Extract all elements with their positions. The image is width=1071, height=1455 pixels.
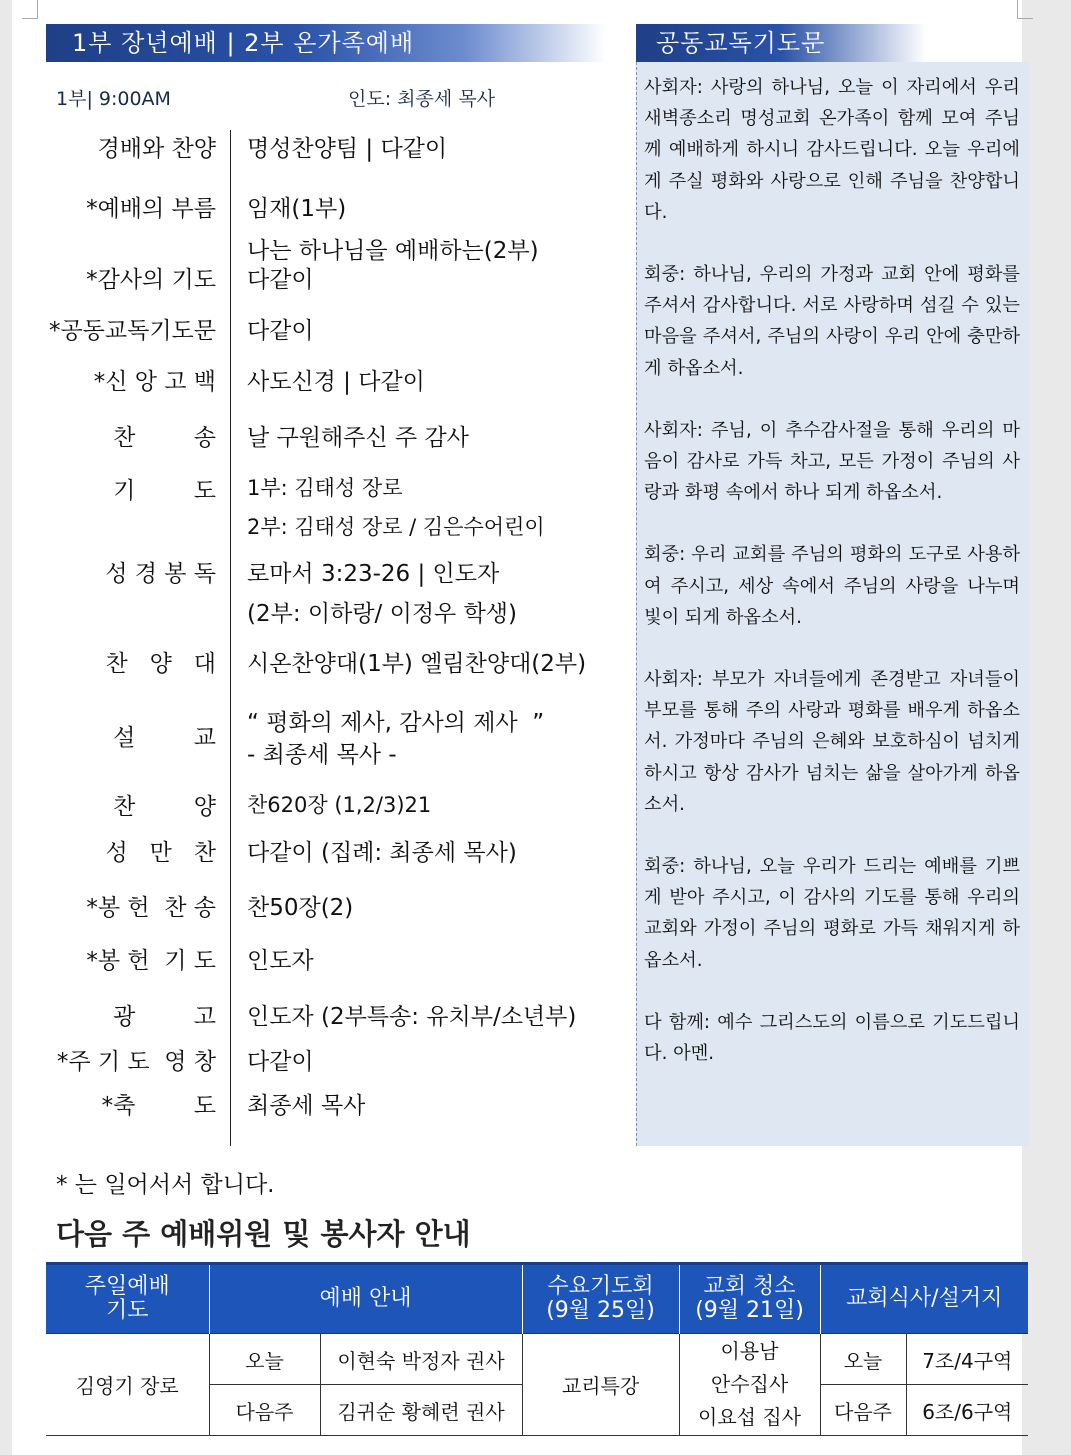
prayer-text	[644, 72, 1020, 1100]
prayer-line: 부모가 자녀들에게 존경받고 자녀들이 부모를 통해 주의 사랑과 평화를 배우게 하옵소서. 가정마다 주님의 은혜와 보호하심이 넘치게 하시고 항상 감사가 넘치는 삶을 살아가게 하옵소서.	[644, 669, 1020, 815]
header-line: 수요기도회	[547, 1274, 654, 1299]
prayer-speaker: 회중:	[644, 544, 686, 566]
meal-when: 다음주	[820, 1385, 906, 1436]
order-label: *신 앙 고 백	[93, 369, 216, 395]
order-label: 설 교	[113, 725, 216, 751]
order-value: 다같이	[247, 318, 314, 344]
meal-group: 6조/6구역	[906, 1385, 1028, 1436]
prayer-paragraph	[644, 539, 1020, 633]
order-label: *공동교독기도문	[48, 318, 216, 344]
worship-order-header: 1부 장년예배 | 2부 온가족예배	[46, 24, 606, 62]
prayer-line: 하나님, 우리의 가정과 교회 안에 평화를 주셔서 감사합니다. 서로 사랑하며 섬길 수 있는 마음을 주셔서, 주님의 사랑이 우리 안에 충만하게 하옵소서.	[644, 264, 1020, 379]
order-label: 성 경 봉 독	[105, 561, 216, 587]
order-value: 인도자	[247, 948, 314, 974]
order-value: 다같이 (집례: 최종세 목사)	[247, 840, 517, 866]
order-label: *봉 헌 찬 송	[86, 895, 216, 921]
meal-group: 7조/4구역	[906, 1334, 1028, 1385]
order-value: 나는 하나님을 예배하는(2부)	[247, 238, 539, 264]
order-label: *주 기 도 영 창	[56, 1049, 216, 1075]
sermon-title: “ 평화의 제사, 감사의 제사 ”	[247, 710, 545, 736]
order-value: 인도자 (2부특송: 유치부/소년부)	[247, 1004, 577, 1030]
cleaning-name: 안수집사	[710, 1372, 789, 1396]
prayer-speaker: 다 함께:	[644, 1011, 711, 1033]
service-leader: 인도: 최종세 목사	[348, 88, 495, 110]
header-worship-guide: 예배 안내	[209, 1264, 522, 1334]
header-meal: 교회식사/설거지	[820, 1264, 1028, 1334]
order-label: 성 만 찬	[105, 840, 216, 866]
header-date: (9월 25일)	[546, 1298, 655, 1323]
order-value: 명성찬양팀 | 다같이	[247, 136, 448, 162]
usher-names: 김귀순 황혜련 권사	[320, 1385, 522, 1436]
prayer-elder: 김영기 장로	[46, 1334, 209, 1436]
header-sunday-prayer: 주일예배 기도	[46, 1264, 209, 1334]
order-label: *감사의 기도	[86, 267, 216, 293]
usher-when: 다음주	[209, 1385, 320, 1436]
volunteer-table	[46, 1262, 1028, 1436]
order-divider	[230, 130, 231, 1146]
prayer-paragraph	[644, 415, 1020, 509]
meal-when: 오늘	[820, 1334, 906, 1385]
order-label: 찬 송	[113, 425, 216, 451]
order-value: 1부: 김태성 장로	[247, 476, 403, 500]
prayer-line: 예수 그리스도의 이름으로 기도드립니다. 아멘.	[644, 1011, 1020, 1065]
crop-mark	[1017, 18, 1033, 19]
prayer-header: 공동교독기도문	[636, 24, 926, 62]
order-label: 찬 양 대	[105, 651, 216, 677]
usher-when: 오늘	[209, 1334, 320, 1385]
sermon-preacher: - 최종세 목사 -	[247, 742, 397, 768]
order-value: 찬620장 (1,2/3)21	[247, 793, 432, 817]
wednesday-program: 교리특강	[522, 1334, 679, 1436]
usher-names: 이현숙 박정자 권사	[320, 1334, 522, 1385]
order-label: *봉 헌 기 도	[86, 948, 216, 974]
prayer-line: 하나님, 오늘 우리가 드리는 예배를 기쁘게 받아 주시고, 이 감사의 기도를 통해 우리의 교회와 가정이 주님의 평화로 가득 채워지게 하옵소서.	[644, 856, 1020, 971]
cleaning-name: 이요섭 집사	[698, 1405, 801, 1429]
prayer-speaker: 회중:	[644, 264, 686, 286]
order-value: 로마서 3:23-26 | 인도자	[247, 561, 500, 587]
order-value: 2부: 김태성 장로 / 김은수어린이	[247, 515, 545, 539]
prayer-paragraph	[644, 72, 1020, 228]
crop-mark	[1017, 0, 1018, 18]
order-label: *축 도	[101, 1093, 216, 1119]
prayer-line: 사랑의 하나님, 오늘 이 자리에서 우리 새벽종소리 명성교회 온가족이 함께 모여 주님께 예배하게 하시니 감사드립니다. 오늘 우리에게 주실 평화와 사랑으로 인해 주님을 찬양합니다.	[644, 77, 1020, 223]
order-label: *예배의 부름	[86, 196, 216, 222]
header-line: 교회 청소	[703, 1274, 796, 1299]
prayer-paragraph	[644, 851, 1020, 976]
order-label: 기 도	[113, 478, 216, 504]
service-time: 1부| 9:00AM	[56, 88, 171, 110]
prayer-speaker: 사회자:	[644, 419, 703, 441]
prayer-speaker: 회중:	[644, 856, 686, 878]
table-row	[46, 1334, 1028, 1385]
order-label: 광 고	[113, 1004, 216, 1030]
prayer-paragraph	[644, 1007, 1020, 1069]
order-value: 날 구원해주신 주 감사	[247, 425, 469, 451]
order-value: 다같이	[247, 1049, 314, 1075]
order-value: 시온찬양대(1부) 엘림찬양대(2부)	[247, 651, 587, 677]
order-value: 찬50장(2)	[247, 895, 354, 921]
order-value: (2부: 이하랑/ 이정우 학생)	[247, 601, 517, 627]
order-value: 최종세 목사	[247, 1093, 366, 1119]
order-value: 사도신경 | 다같이	[247, 369, 425, 395]
header-date: (9월 21일)	[695, 1298, 804, 1323]
order-value: 임재(1부)	[247, 196, 347, 222]
prayer-paragraph	[644, 259, 1020, 384]
order-label: 찬 양	[113, 794, 216, 820]
prayer-line: 우리 교회를 주님의 평화의 도구로 사용하여 주시고, 세상 속에서 주님의 사랑을 나누며 빛이 되게 하옵소서.	[644, 544, 1020, 628]
order-value: 다같이	[247, 267, 314, 293]
crop-mark	[22, 18, 38, 19]
header-cleaning	[679, 1264, 820, 1334]
order-label: 경배와 찬양	[97, 136, 216, 162]
crop-mark	[37, 0, 38, 18]
section-title: 다음 주 예배위원 및 봉사자 안내	[56, 1217, 471, 1251]
prayer-paragraph	[644, 664, 1020, 820]
header-wednesday	[522, 1264, 679, 1334]
cleaning-name: 이용남	[720, 1339, 779, 1363]
prayer-line: 주님, 이 추수감사절을 통해 우리의 마음이 감사로 가득 차고, 모든 가정이 주님의 사랑과 화평 속에서 하나 되게 하옵소서.	[644, 419, 1020, 504]
prayer-speaker: 사회자:	[644, 669, 703, 691]
cleaning-volunteers	[679, 1334, 820, 1436]
prayer-speaker: 사회자:	[644, 77, 703, 98]
standing-note: * 는 일어서서 합니다.	[56, 1172, 275, 1198]
